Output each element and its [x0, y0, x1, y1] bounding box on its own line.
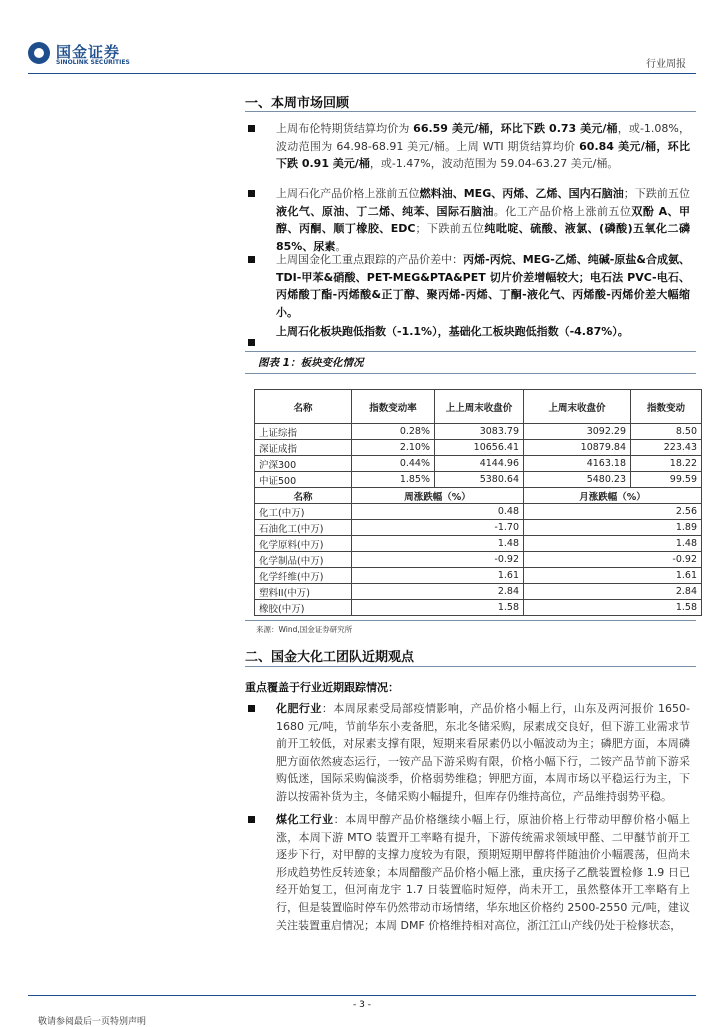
bold-text: 上周石化板块跑低指数（-1.1%），基础化工板块跑低指数（-4.87%）。 — [276, 325, 629, 338]
table-cell: 10879.84 — [524, 440, 631, 456]
table-cell: -0.92 — [524, 552, 702, 568]
table-cell: 上证综指 — [255, 424, 352, 440]
table-cell: 99.59 — [631, 472, 702, 488]
report-type: 行业周报 — [646, 59, 686, 70]
table-row — [255, 568, 702, 584]
table-cell: 3092.29 — [524, 424, 631, 440]
table-cell: 深证成指 — [255, 440, 352, 456]
table-row — [255, 472, 702, 488]
text-run: ；下跌前五位 — [415, 222, 485, 236]
table-row — [255, 456, 702, 472]
price-change-para — [276, 185, 690, 255]
col-header: 指数变动率 — [352, 390, 435, 424]
table-cell: 2.56 — [524, 504, 702, 520]
fertilizer-para — [276, 700, 690, 806]
table-cell: 18.22 — [631, 456, 702, 472]
table-cell: 0.44% — [352, 456, 435, 472]
table-cell: 2.84 — [352, 584, 524, 600]
table-cell: 2.10% — [352, 440, 435, 456]
table-cell: 1.48 — [352, 536, 524, 552]
col-header: 指数变动 — [631, 390, 702, 424]
sector-table — [254, 389, 702, 616]
table-cell: 1.85% — [352, 472, 435, 488]
table-cell: 沪深300 — [255, 456, 352, 472]
table-cell: 1.61 — [352, 568, 524, 584]
col-header: 名称 — [255, 488, 352, 504]
bold-text: 燃料油、MEG、丙烯、乙烯、国内石脑油 — [419, 187, 624, 200]
section1-title: 一、本周市场回顾 — [245, 96, 350, 111]
table-row — [255, 440, 702, 456]
bullet-icon — [248, 816, 255, 823]
bullet-icon — [248, 705, 255, 712]
table-cell: 1.61 — [524, 568, 702, 584]
table-row — [255, 504, 702, 520]
index-para — [276, 323, 690, 341]
table-cell: -1.70 — [352, 520, 524, 536]
text-run: ：本周甲醇产品价格继续小幅上行，原油价格上行带动甲醇价格小幅上涨，本周下游 MTO 装置开工率略有提升，下游传统需求领域甲醛、二甲醚节前开工逐步下行，对甲醇的支撑力度较为有限，预期短期甲醇将伴随油价小幅震荡，但尚未形成趋势性反转迹象；本周醋酸产品价格小幅上涨，重庆扬子乙酰装置检修 1.9 日已经开始复工，但河南龙宇 1.7 日装置临时短停，尚未开工，虽然整体开工率略有上行，但是装置临时停车仍然带动市场情绪，华东地区价格约 2500-2550 元/吨，建议关注装置重启情况；本周 DMF 价格维持相对高位，浙江江山产线仍处于检修状态， — [276, 813, 691, 932]
figure-top-divider — [245, 351, 696, 352]
table-cell: 5380.64 — [435, 472, 524, 488]
bold-text: 66.59 美元/桶，环比下跌 0.73 美元/桶 — [413, 122, 618, 135]
section1-divider — [245, 111, 696, 112]
table-cell: 0.28% — [352, 424, 435, 440]
text-run: 。 — [335, 239, 347, 253]
table-cell: 化学原料(中万) — [255, 536, 352, 552]
table-cell: 石油化工(中万) — [255, 520, 352, 536]
figure-title-divider — [245, 373, 696, 374]
text-run: 上周国金化工重点跟踪的产品价差中： — [276, 253, 464, 266]
bold-text: 丙烯-丙烷、MEG-乙烯、纯碱-原盐&合成氨、TDI-甲苯&硝酸、PET-MEG&PTA&PET 切片价差增幅较大；电石法 PVC-电石、丙烯酸丁酯-丙烯酸&正丁醇、聚丙烯-丙烯、丁酮-液化气、丙烯酸-丙烯价差大幅缩小。 — [276, 253, 691, 319]
table-row — [255, 520, 702, 536]
bold-text: 液化气、原油、丁二烯、纯苯、国际石脑油 — [276, 204, 494, 218]
figure-title: 图表 1：板块变化情况 — [258, 357, 364, 369]
section2-title: 二、国金大化工团队近期观点 — [245, 650, 415, 665]
text-run: ，或-1.08%，波动范围为 64.98-68.91 美元/桶。上周 WTI 期货结算均价 — [276, 122, 690, 153]
table-cell: 1.58 — [524, 600, 702, 616]
bold-text: 双酚 A、甲醇、丙酮、顺丁橡胶、EDC — [276, 204, 691, 236]
table-row — [255, 584, 702, 600]
table-cell: 2.84 — [524, 584, 702, 600]
table-cell: 5480.23 — [524, 472, 631, 488]
table-cell: 10656.41 — [435, 440, 524, 456]
text-run: 。化工产品价格上涨前五位 — [493, 204, 632, 218]
logo-icon — [28, 42, 50, 64]
footer-divider — [28, 995, 696, 996]
section2-subtitle: 重点覆盖于行业近期跟踪情况： — [245, 681, 399, 694]
col-header: 月涨跌幅（%） — [524, 488, 702, 504]
table-row — [255, 536, 702, 552]
table-cell: 223.43 — [631, 440, 702, 456]
header-divider — [28, 73, 696, 74]
bold-text: 60.84 美元/桶，环比下跌 0.91 美元/桶 — [276, 139, 690, 171]
logo-text-cn: 国金证券 — [56, 43, 121, 61]
market-review-para — [276, 120, 690, 173]
figure-source: 来源：Wind,国金证券研究所 — [256, 625, 353, 634]
figure-bottom-divider — [245, 620, 696, 621]
text-run: 上周布伦特期货结算均价为 — [276, 122, 414, 135]
col-header: 周涨跌幅（%） — [352, 488, 524, 504]
table-cell: 1.58 — [352, 600, 524, 616]
bold-text: 纯吡啶、硫酸、液氯、(磷酸)五氧化二磷 85%、尿素 — [276, 222, 691, 253]
table-row — [255, 552, 702, 568]
table-row — [255, 424, 702, 440]
table-cell: 化学纤维(中万) — [255, 568, 352, 584]
bullet-icon — [248, 190, 255, 197]
table-cell: 1.48 — [524, 536, 702, 552]
bullet-icon — [248, 256, 255, 263]
coal-chem-para — [276, 811, 690, 934]
table-cell: 3083.79 — [435, 424, 524, 440]
table-cell: 橡胶(中万) — [255, 600, 352, 616]
disclaimer: 敬请参阅最后一页特别声明 — [38, 1017, 147, 1027]
table-cell: 1.89 — [524, 520, 702, 536]
logo-text-en: SINOLINK SECURITIES — [56, 59, 130, 66]
text-run: ；下跌前五位 — [623, 187, 690, 200]
bullet-icon — [248, 125, 255, 132]
text-run: 上周石化产品价格上涨前五位 — [276, 187, 420, 200]
bold-text: 煤化工行业 — [276, 813, 334, 826]
col-header: 名称 — [255, 390, 352, 424]
table-cell: 化工(中万) — [255, 504, 352, 520]
table-cell: 8.50 — [631, 424, 702, 440]
table-cell: 化学制品(中万) — [255, 552, 352, 568]
section2-divider — [245, 666, 696, 667]
col-header: 上上周末收盘价 — [435, 390, 524, 424]
table-cell: 4144.96 — [435, 456, 524, 472]
text-run: ：本周尿素受局部疫情影响，产品价格小幅上行，山东及两河报价 1650-1680 元/吨，节前华东小麦备肥，东北冬储采购，尿素成交良好，但下游工业需求节前开工较低，对尿素支撑有限，短期来看尿素仍以小幅波动为主；磷肥方面，本周磷肥方面依然疲态运行，一铵产品下游采购有限，价格小幅下行，二铵产品节前下游采购低迷，国际采购偏淡季，价格弱势维稳；钾肥方面，本周市场以平稳运行为主，下游以按需补货为主，冬储采购小幅提升，但库存仍维持高位，产品维持弱势平稳。 — [276, 702, 690, 803]
table-cell: 塑料II(中万) — [255, 584, 352, 600]
bold-text: 化肥行业 — [276, 702, 322, 715]
table-cell: -0.92 — [352, 552, 524, 568]
col-header: 上周末收盘价 — [524, 390, 631, 424]
table-cell: 4163.18 — [524, 456, 631, 472]
bullet-icon — [248, 339, 255, 346]
table-row — [255, 600, 702, 616]
table-cell: 0.48 — [352, 504, 524, 520]
page-number: - 3 - — [353, 1000, 371, 1010]
table-cell: 中证500 — [255, 472, 352, 488]
text-run: ，或-1.47%，波动范围为 59.04-63.27 美元/桶。 — [369, 157, 619, 171]
spread-para — [276, 251, 690, 321]
